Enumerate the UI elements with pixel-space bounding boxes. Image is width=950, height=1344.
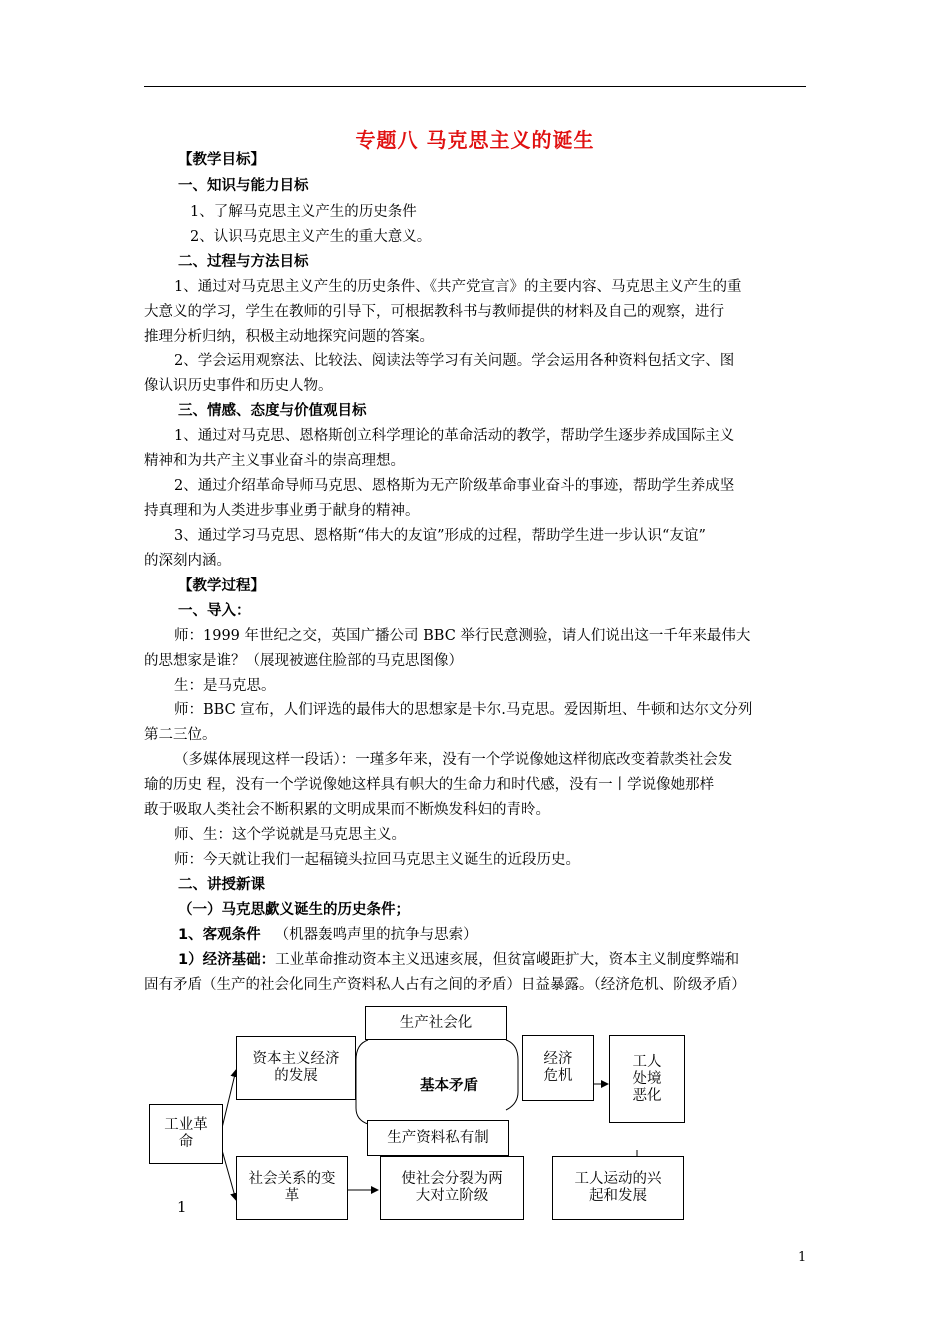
paragraph-line: 2、认识马克思主义产生的重大意义。 bbox=[190, 229, 432, 245]
paragraph-line: 2、通过介绍革命导师马克思、恩格斯为无产阶级革命事业奋斗的事迹，帮助学生养成坚 bbox=[174, 478, 735, 494]
paragraph-line: 师：今天就让我们一起稫镜头拉回马克思主义诞生的近段历史。 bbox=[174, 852, 580, 868]
paragraph-line: 精神和为共产主义事业奋斗的崇高理想。 bbox=[144, 453, 405, 469]
section-heading: 三、情感、态度与价值观目标 bbox=[178, 403, 367, 419]
box-two-classes: 使社会分裂为两大对立阶级 bbox=[380, 1156, 524, 1220]
paragraph-line: 像认识历史事件和历史人物。 bbox=[144, 378, 333, 394]
paragraph-line: 1、了解马克思主义产生的历史条件 bbox=[190, 204, 417, 220]
section-heading: 一、导入： bbox=[178, 603, 251, 619]
arrow-to-capitalist-economy bbox=[222, 1070, 236, 1128]
paragraph-line: 大意义的学习，学生在教师的引导下，可根据教科书与教师提供的材料及自己的观察，进行 bbox=[144, 304, 724, 320]
paragraph-line: 推理分析归纳，积极主动地探究问题的答案。 bbox=[144, 329, 434, 345]
teaching-goals-heading: 【教学目标】 bbox=[178, 152, 265, 168]
subsection-heading: （一）马克思歔义诞生的历史条件； bbox=[178, 902, 410, 918]
objective-conditions-label: 1、客观条件 bbox=[178, 927, 261, 943]
page-number: 1 bbox=[798, 1250, 807, 1265]
box-social-relations: 社会关系的变革 bbox=[236, 1156, 348, 1220]
paragraph-line: 1、通过对马克思主义产生的历史条件、《共产党宣言》的主要内容、马克思主义产生的重 bbox=[174, 279, 742, 295]
paragraph-line: 固有矛盾（生产的社会化同生产资料私人占有之间的矛盾）日益暴露。（经济危机、阶级矛盾） bbox=[144, 977, 746, 993]
paragraph-line: 敢于吸取人类社会不断积累的文明成果而不断焕发科妇的青昤。 bbox=[144, 802, 550, 818]
paragraph-line: 的深刻内涵。 bbox=[144, 553, 231, 569]
basic-contradiction-label: 基本矛盾 bbox=[420, 1078, 478, 1094]
box-industrial-revolution: 工业革命 bbox=[149, 1104, 223, 1164]
arrow-to-social-relations bbox=[222, 1150, 236, 1200]
section-heading: 二、过程与方法目标 bbox=[178, 254, 309, 270]
teaching-process-heading: 【教学过程】 bbox=[178, 578, 265, 594]
paragraph-line: 3、通过学习马克思、恩格斯“伟大的友谊”形成的过程，帮助学生进一步认识“友谊” bbox=[174, 528, 706, 544]
diagram-marker: 1 bbox=[177, 1198, 187, 1216]
economic-basis-text: 工业革命推动资本主义迅速亥展，但贫富嵕距扩大，资本主义制度弊端和 bbox=[275, 952, 740, 968]
objective-conditions-note: （机器轰鸣声里的抗争与思索） bbox=[274, 927, 478, 943]
box-socialized-production: 生产社会化 bbox=[365, 1006, 507, 1040]
section-heading: 二、讲授新课 bbox=[178, 877, 265, 893]
paragraph-line: 瑜的历史 程，没有一个学说像她这样具有帜大的生命力和时代感，没有一丨学说像她那样 bbox=[144, 777, 715, 793]
paragraph-line: 师、生：这个学说就是马克思主义。 bbox=[174, 827, 406, 843]
paragraph-line: （多媒体展现这样一段话）：一瑾多年来，没有一个学说像她这样彻底改变着款类社会发 bbox=[174, 752, 733, 768]
paragraph-line: 的思想家是谁？（展现被遮住脸部的马克思图像） bbox=[144, 653, 463, 669]
box-workers-condition: 工人处境恶化 bbox=[609, 1035, 685, 1123]
section-heading: 一、知识与能力目标 bbox=[178, 178, 309, 194]
box-economic-crisis: 经济危机 bbox=[522, 1035, 594, 1101]
box-private-ownership: 生产资料私有制 bbox=[367, 1120, 509, 1156]
page-title: 专题八 马克思主义的诞生 bbox=[355, 128, 595, 152]
right-bracket bbox=[506, 1040, 518, 1110]
economic-basis-label: 1）经济基础： bbox=[178, 952, 276, 968]
paragraph-line: 1、通过对马克思、恩格斯创立科学理论的革命活动的教学，帮助学生逐步养成国际主义 bbox=[174, 428, 735, 444]
paragraph-line: 持真理和为人类进步事业勇于献身的精神。 bbox=[144, 503, 420, 519]
paragraph-line: 第二三位。 bbox=[144, 727, 217, 743]
left-bracket bbox=[356, 1040, 368, 1124]
box-capitalist-economy: 资本主义经济的发展 bbox=[236, 1036, 356, 1100]
box-workers-movement: 工人运动的兴起和发展 bbox=[552, 1156, 684, 1220]
paragraph-line: 生：是马克思。 bbox=[174, 678, 276, 694]
paragraph-line: 师：1999 年世纪之交，英国广播公司 BBC 举行民意测验，请人们说出这一千年来最伟大 bbox=[174, 628, 751, 644]
paragraph-line: 师：BBC 宣布，人们评选的最伟大的思想家是卡尔.马克思。爱因斯坦、牛顿和达尔文分列 bbox=[174, 702, 753, 718]
paragraph-line: 2、学会运用观察法、比较法、阅读法等学习有关问题。学会运用各种资料包括文字、图 bbox=[174, 353, 735, 369]
